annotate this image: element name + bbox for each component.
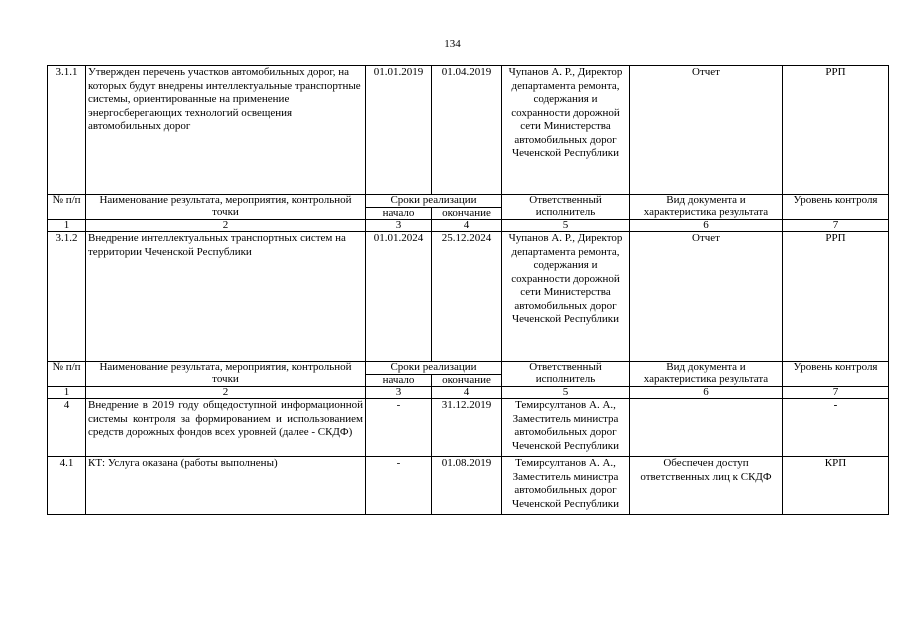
col-number: 3 bbox=[366, 220, 432, 232]
row-name: КТ: Услуга оказана (работы выполнены) bbox=[86, 457, 366, 515]
row-control-level: КРП bbox=[783, 457, 889, 515]
row-name: Утвержден перечень участков автомобильных дорог, на которых будут внедрены интеллектуальные транспортные системы, ориентированные на применение энергосберегающих технологий освещения автомобильных дорог bbox=[86, 66, 366, 195]
row-responsible: Темирсултанов А. А., Заместитель министра автомобильных дорог Чеченской Республики bbox=[502, 457, 630, 515]
col-number: 5 bbox=[502, 387, 630, 399]
plan-table bbox=[47, 65, 889, 515]
col-number: 6 bbox=[630, 387, 783, 399]
table-row bbox=[48, 457, 889, 515]
table-row bbox=[48, 232, 889, 362]
header-control-level: Уровень контроля bbox=[783, 195, 889, 220]
header-row bbox=[48, 362, 889, 375]
header-name: Наименование результата, мероприятия, контрольной точки bbox=[86, 195, 366, 220]
header-terms: Сроки реализации bbox=[366, 195, 502, 208]
row-responsible: Чупанов А. Р., Директор департамента ремонта, содержания и сохранности дорожной сети Министерства автомобильных дорог Чеченской Республики bbox=[502, 232, 630, 362]
col-number: 3 bbox=[366, 387, 432, 399]
row-document: Обеспечен доступ ответственных лиц к СКДФ bbox=[630, 457, 783, 515]
row-responsible: Темирсултанов А. А., Заместитель министра автомобильных дорог Чеченской Республики bbox=[502, 399, 630, 457]
row-document: Отчет bbox=[630, 66, 783, 195]
header-terms: Сроки реализации bbox=[366, 362, 502, 375]
header-num: № п/п bbox=[48, 195, 86, 220]
col-number: 5 bbox=[502, 220, 630, 232]
row-start-date: - bbox=[366, 399, 432, 457]
row-number: 3.1.1 bbox=[48, 66, 86, 195]
col-number: 2 bbox=[86, 220, 366, 232]
row-end-date: 01.08.2019 bbox=[432, 457, 502, 515]
header-start: начало bbox=[366, 207, 432, 220]
row-start-date: 01.01.2024 bbox=[366, 232, 432, 362]
column-numbers-row bbox=[48, 220, 889, 232]
row-control-level: - bbox=[783, 399, 889, 457]
col-number: 2 bbox=[86, 387, 366, 399]
row-end-date: 25.12.2024 bbox=[432, 232, 502, 362]
header-responsible: Ответственный исполнитель bbox=[502, 362, 630, 387]
header-name: Наименование результата, мероприятия, контрольной точки bbox=[86, 362, 366, 387]
row-control-level: РРП bbox=[783, 232, 889, 362]
col-number: 4 bbox=[432, 220, 502, 232]
row-number: 4 bbox=[48, 399, 86, 457]
row-name: Внедрение в 2019 году общедоступной информационной системы контроля за формированием и использованием средств дорожных фондов всех уровней (далее - СКДФ) bbox=[86, 399, 366, 457]
col-number: 6 bbox=[630, 220, 783, 232]
header-control-level: Уровень контроля bbox=[783, 362, 889, 387]
table-row bbox=[48, 66, 889, 195]
header-document: Вид документа и характеристика результата bbox=[630, 195, 783, 220]
row-end-date: 01.04.2019 bbox=[432, 66, 502, 195]
col-number: 4 bbox=[432, 387, 502, 399]
header-num: № п/п bbox=[48, 362, 86, 387]
header-responsible: Ответственный исполнитель bbox=[502, 195, 630, 220]
col-number: 1 bbox=[48, 220, 86, 232]
row-start-date: 01.01.2019 bbox=[366, 66, 432, 195]
col-number: 7 bbox=[783, 387, 889, 399]
row-number: 3.1.2 bbox=[48, 232, 86, 362]
row-document: Отчет bbox=[630, 232, 783, 362]
header-start: начало bbox=[366, 374, 432, 387]
row-name: Внедрение интеллектуальных транспортных систем на территории Чеченской Республики bbox=[86, 232, 366, 362]
col-number: 1 bbox=[48, 387, 86, 399]
page-number: 134 bbox=[444, 38, 461, 50]
col-number: 7 bbox=[783, 220, 889, 232]
row-control-level: РРП bbox=[783, 66, 889, 195]
row-document bbox=[630, 399, 783, 457]
header-document: Вид документа и характеристика результата bbox=[630, 362, 783, 387]
column-numbers-row bbox=[48, 387, 889, 399]
table-row bbox=[48, 399, 889, 457]
row-number: 4.1 bbox=[48, 457, 86, 515]
row-responsible: Чупанов А. Р., Директор департамента ремонта, содержания и сохранности дорожной сети Министерства автомобильных дорог Чеченской Республики bbox=[502, 66, 630, 195]
header-row bbox=[48, 195, 889, 208]
row-start-date: - bbox=[366, 457, 432, 515]
header-end: окончание bbox=[432, 207, 502, 220]
header-end: окончание bbox=[432, 374, 502, 387]
row-end-date: 31.12.2019 bbox=[432, 399, 502, 457]
